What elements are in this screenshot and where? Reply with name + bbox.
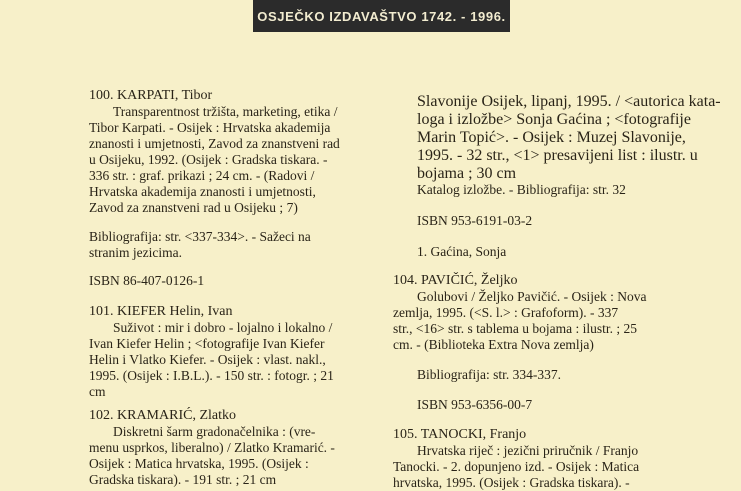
desc-line: Diskretni šarm gradonačelnika : (vre- <box>113 424 316 439</box>
desc-line: Ivan Kiefer Helin ; <fotografije Ivan Kiefer <box>89 336 325 351</box>
entry-heading: 101. KIEFER Helin, Ivan <box>89 304 233 319</box>
desc-line: Gradska tiskara). - 191 str. ; 21 cm <box>89 472 277 487</box>
desc-line: bojama ; 30 cm <box>417 165 517 182</box>
desc-line: Slavonije Osijek, lipanj, 1995. / <autorica kata- <box>417 93 721 110</box>
desc-line: zemlja, 1995. (<S. l.> : Grafoform). - 337 <box>393 305 619 320</box>
entry-100-note <box>89 229 311 261</box>
entry-description <box>89 424 389 488</box>
desc-line: 1995. (Osijek : I.B.L.). - 150 str. : fotogr. ; 21 <box>89 368 334 383</box>
entry-103-index: 1. Gaćina, Sonja <box>417 244 507 259</box>
desc-line: Suživot : mir i dobro - lojalno i lokalno / <box>113 320 333 335</box>
desc-line: Hrvatska riječ : jezični priručnik / Franjo <box>417 443 639 458</box>
entry-105 <box>393 427 693 491</box>
entry-description <box>393 289 693 353</box>
entry-104-note: Bibliografija: str. 334-337. <box>417 367 561 382</box>
desc-line: Tibor Karpati. - Osijek : Hrvatska akademija <box>89 120 331 135</box>
desc-line: Hrvatska akademija znanosti i umjetnosti, <box>89 184 316 199</box>
running-header <box>253 0 510 32</box>
desc-line: Tanocki. - 2. dopunjeno izd. - Osijek : Matica <box>393 459 640 474</box>
desc-line: Marin Topić>. - Osijek : Muzej Slavonije, <box>417 129 686 146</box>
desc-line: str., <16> str. s tablema u bojama : ilustr. ; 25 <box>393 321 637 336</box>
desc-line: Helin i Vlatko Kiefer. - Osijek : vlast. nakl., <box>89 352 326 367</box>
entry-100-isbn: ISBN 86-407-0126-1 <box>89 273 205 288</box>
desc-line: Transparentnost tržišta, marketing, etika / <box>113 104 338 119</box>
entry-description <box>89 320 389 400</box>
entry-103-note: Katalog izložbe. - Bibliografija: str. 32 <box>417 182 626 197</box>
desc-line: Zavod za znanstveni rad u Osijeku ; 7) <box>89 200 298 215</box>
desc-line: u Osijeku, 1992. (Osijek : Gradska tiskara. - <box>89 152 328 167</box>
entry-heading: 105. TANOCKI, Franjo <box>393 427 527 442</box>
note-line: stranim jezicima. <box>89 245 182 260</box>
running-header-title: OSJEČKO IZDAVAŠTVO 1742. - 1996. <box>257 8 506 24</box>
desc-line: 1995. - 32 str., <1> presavijeni list : ilustr. u <box>417 147 698 164</box>
entry-description <box>89 104 389 216</box>
desc-line: Osijek : Matica hrvatska, 1995. (Osijek : <box>89 456 309 471</box>
entry-heading: 104. PAVIČIĆ, Željko <box>393 273 518 288</box>
desc-line: cm <box>89 384 106 399</box>
desc-line: menu usprkos, liberalno) / Zlatko Kramarić. - <box>89 440 335 455</box>
entry-103-continued <box>417 93 721 183</box>
desc-line: Golubovi / Željko Pavičić. - Osijek : Nova <box>417 289 647 304</box>
entry-101 <box>89 304 389 400</box>
entry-102 <box>89 408 389 488</box>
desc-line: 336 str. : graf. prikazi ; 24 cm. - (Radovi / <box>89 168 315 183</box>
entry-heading: 100. KARPATI, Tibor <box>89 88 213 103</box>
entry-description <box>393 443 693 491</box>
entry-100 <box>89 88 389 216</box>
entry-104 <box>393 273 693 353</box>
desc-line: loga i izložbe> Sonja Gaćina ; <fotografije <box>417 111 691 128</box>
entry-heading: 102. KRAMARIĆ, Zlatko <box>89 408 236 423</box>
desc-line: hrvatska, 1995. (Osijek : Gradska tiskara). - <box>393 475 630 490</box>
entry-103-isbn: ISBN 953-6191-03-2 <box>417 213 533 228</box>
desc-line: znanosti i umjetnosti, Zavod za znanstveni rad <box>89 136 340 151</box>
note-line: Bibliografija: str. <337-334>. - Sažeci na <box>89 229 311 244</box>
desc-line: cm. - (Biblioteka Extra Nova zemlja) <box>393 337 594 352</box>
entry-104-isbn: ISBN 953-6356-00-7 <box>417 397 533 412</box>
